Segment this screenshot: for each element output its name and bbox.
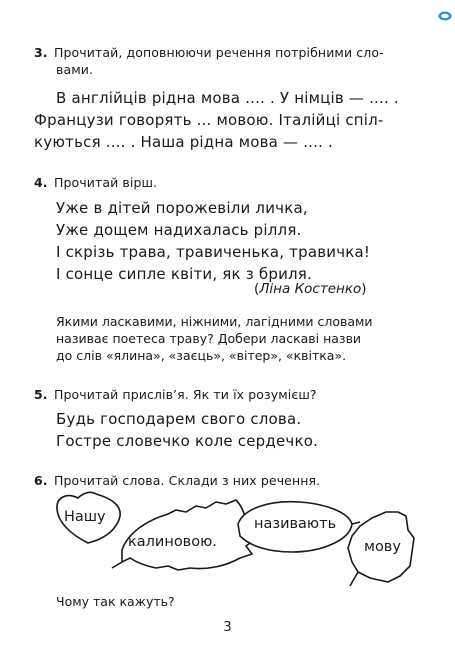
- poem-line: Уже в дітей порожевіли личка,: [56, 199, 308, 217]
- instruction-line: Прочитай, доповнюючи речення потрібними сло-: [54, 45, 384, 60]
- task-6-question: Чому так кажуть?: [56, 594, 175, 609]
- page-number: 3: [223, 620, 232, 635]
- instruction-line: вами.: [56, 62, 94, 77]
- poem-line: І сонце сипле квіти, як з бриля.: [56, 265, 313, 283]
- author-name: Ліна Костенко: [259, 281, 362, 297]
- task-6-question-block: [34, 593, 434, 610]
- text-line: В англійців рідна мова .... . У німців — .... .: [56, 89, 399, 107]
- proverb: Гостре словечко коле сердечко.: [56, 432, 319, 450]
- instruction: Прочитай слова. Склади з них речення.: [54, 473, 321, 488]
- question-line: до слів «ялина», «заєць», «вітер», «квітка».: [56, 348, 347, 363]
- task-number: 5.: [34, 387, 48, 402]
- word-nashu: Нашу: [64, 509, 106, 525]
- poem-line: І скрізь трава, травиченька, травичка!: [56, 243, 371, 261]
- proverb: Будь господарем свого слова.: [56, 410, 302, 428]
- word-kalynovoyu: калиновою.: [128, 534, 217, 550]
- word-movu: мову: [364, 539, 401, 555]
- question-line: називає поетеса траву? Добери ласкаві назви: [56, 331, 362, 346]
- text-line: куються .... . Наша рідна мова — .... .: [34, 133, 334, 151]
- word-nazyvayut: називають: [254, 516, 337, 532]
- leaf-4-stem: [350, 572, 358, 586]
- instruction: Прочитай вірш.: [54, 175, 158, 190]
- leaf-3-stem: [352, 522, 360, 524]
- question-line: Якими ласкавими, ніжними, лагідними словами: [56, 314, 373, 329]
- text-line: Французи говорять ... мовою. Італійці спіл-: [34, 111, 384, 129]
- task-number: 4.: [34, 175, 48, 190]
- task-number: 3.: [34, 45, 48, 60]
- task-number: 6.: [34, 473, 48, 488]
- author-credit: (Ліна Костенко): [254, 281, 367, 297]
- instruction: Прочитай прислів’я. Як ти їх розумієш?: [54, 387, 317, 402]
- poem-line: Уже дощем надихалась рілля.: [56, 221, 302, 239]
- leaf-2-stem: [112, 562, 122, 568]
